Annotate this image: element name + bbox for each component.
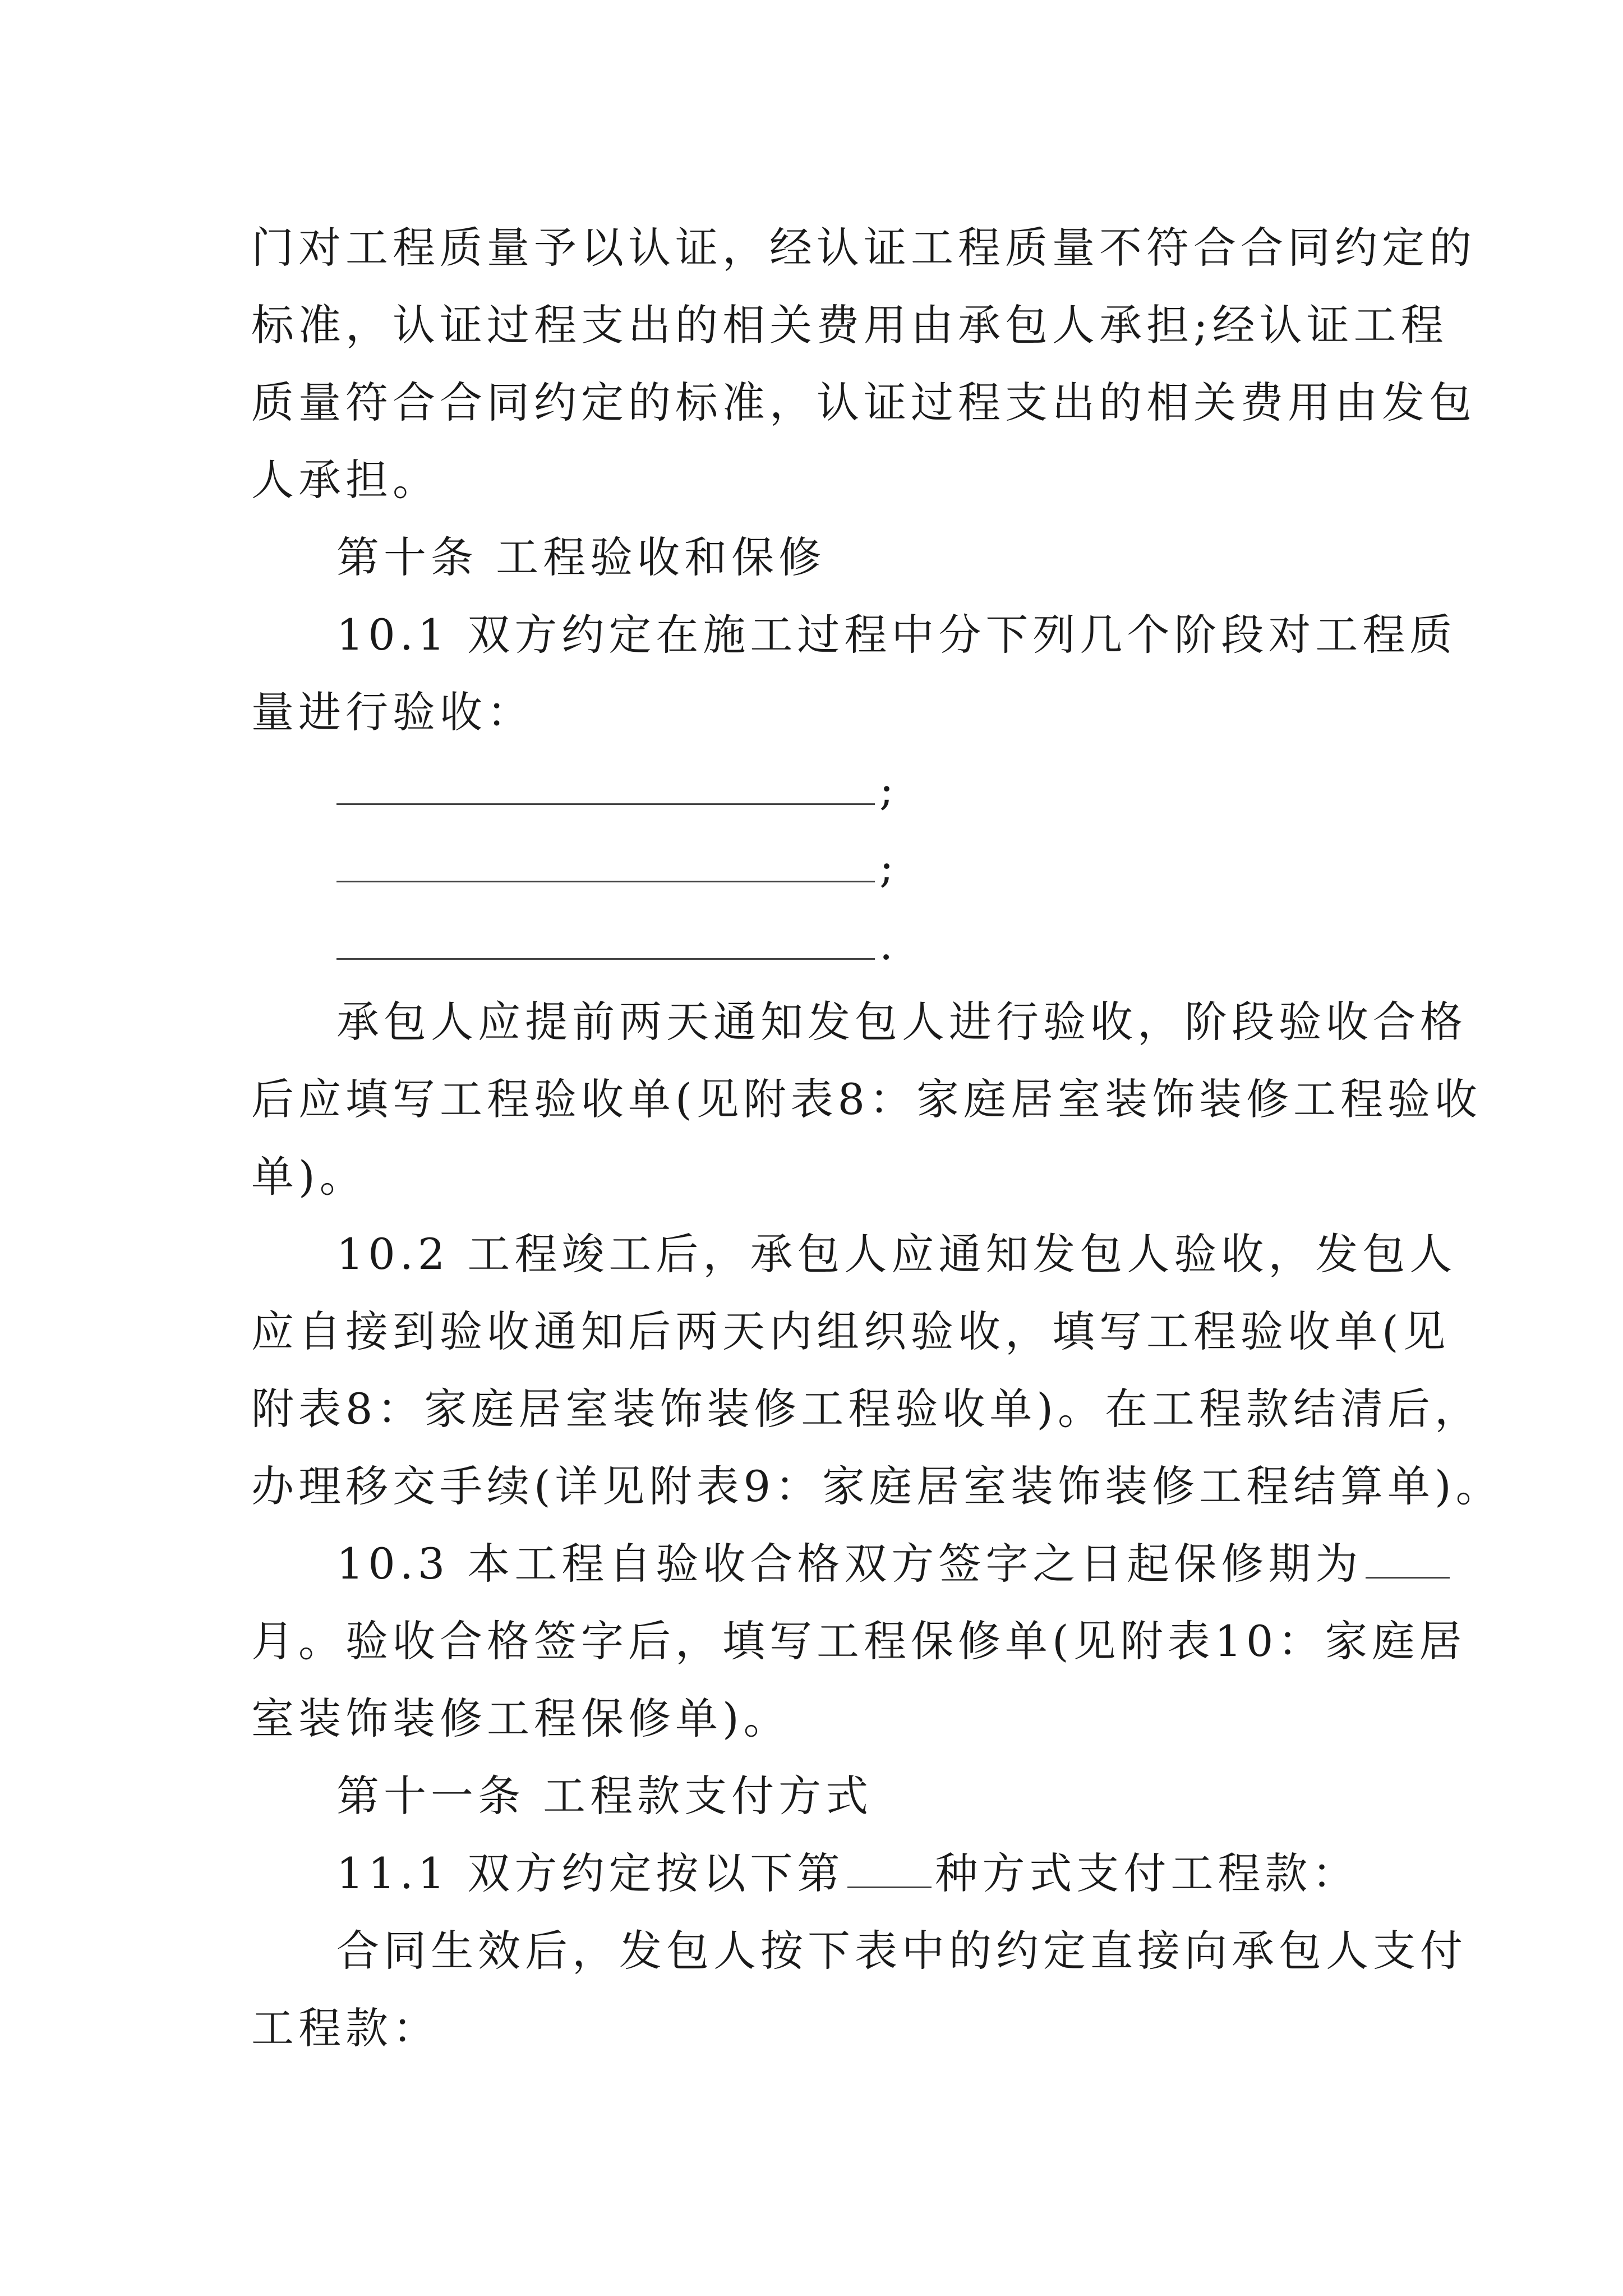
blank-punct: . [879,919,893,969]
text-line-1: 门对工程质量予以认证，经认证工程质量不符合合同约定的 [251,223,1476,273]
clause-10-2-line-4: 办理移交手续(详见附表9：家庭居室装饰装修工程结算单)。 [251,1461,1503,1511]
clause-10-1-line-1: 10.1 双方约定在施工过程中分下列几个阶段对工程质 [336,610,1457,660]
article-10-heading: 第十条 工程验收和保修 [336,532,826,582]
blank-rule [336,881,875,882]
paragraph-acceptance-line-3: 单)。 [251,1152,367,1202]
clause-10-3-text: 10.3 本工程自验收合格双方签字之日起保修期为 [336,1539,1363,1589]
clause-10-3-line-2: 月。验收合格签字后，填写工程保修单(见附表10：家庭居 [251,1616,1467,1666]
clause-11-1-text-b: 种方式支付工程款： [935,1848,1359,1898]
blank-rule [336,803,875,805]
blank-punct: ; [879,842,894,892]
text-line-3: 质量符合合同约定的标准，认证过程支出的相关费用由发包 [251,378,1476,427]
paragraph-acceptance-line-1: 承包人应提前两天通知发包人进行验收，阶段验收合格 [336,997,1467,1047]
text-line-4: 人承担。 [251,455,440,505]
clause-10-2-line-3: 附表8：家庭居室装饰装修工程验收单)。在工程款结清后， [251,1384,1482,1434]
payment-method-blank[interactable] [847,1847,932,1888]
clause-10-2-line-2: 应自接到验收通知后两天内组织验收，填写工程验收单(见 [251,1306,1450,1356]
text-line-2: 标准，认证过程支出的相关费用由承包人承担;经认证工程 [251,300,1448,350]
clause-10-1-line-2: 量进行验收： [251,687,534,737]
payment-paragraph-line-1: 合同生效后，发包人按下表中的约定直接向承包人支付 [336,1926,1467,1976]
blank-rule [336,958,875,960]
clause-10-2-line-1: 10.2 工程竣工后，承包人应通知发包人验收，发包人 [336,1229,1457,1279]
clause-10-3-line-1 [336,1536,1453,1592]
warranty-months-blank[interactable] [1366,1538,1450,1579]
clause-11-1-text-a: 11.1 双方约定按以下第 [336,1848,845,1898]
payment-paragraph-line-2: 工程款： [251,2003,440,2053]
clause-11-1-line [336,1846,1359,1902]
blank-punct: ; [879,765,894,815]
article-11-heading: 第十一条 工程款支付方式 [336,1771,873,1821]
paragraph-acceptance-line-2: 后应填写工程验收单(见附表8：家庭居室装饰装修工程验收 [251,1074,1482,1124]
clause-10-3-line-3: 室装饰装修工程保修单)。 [251,1694,791,1743]
